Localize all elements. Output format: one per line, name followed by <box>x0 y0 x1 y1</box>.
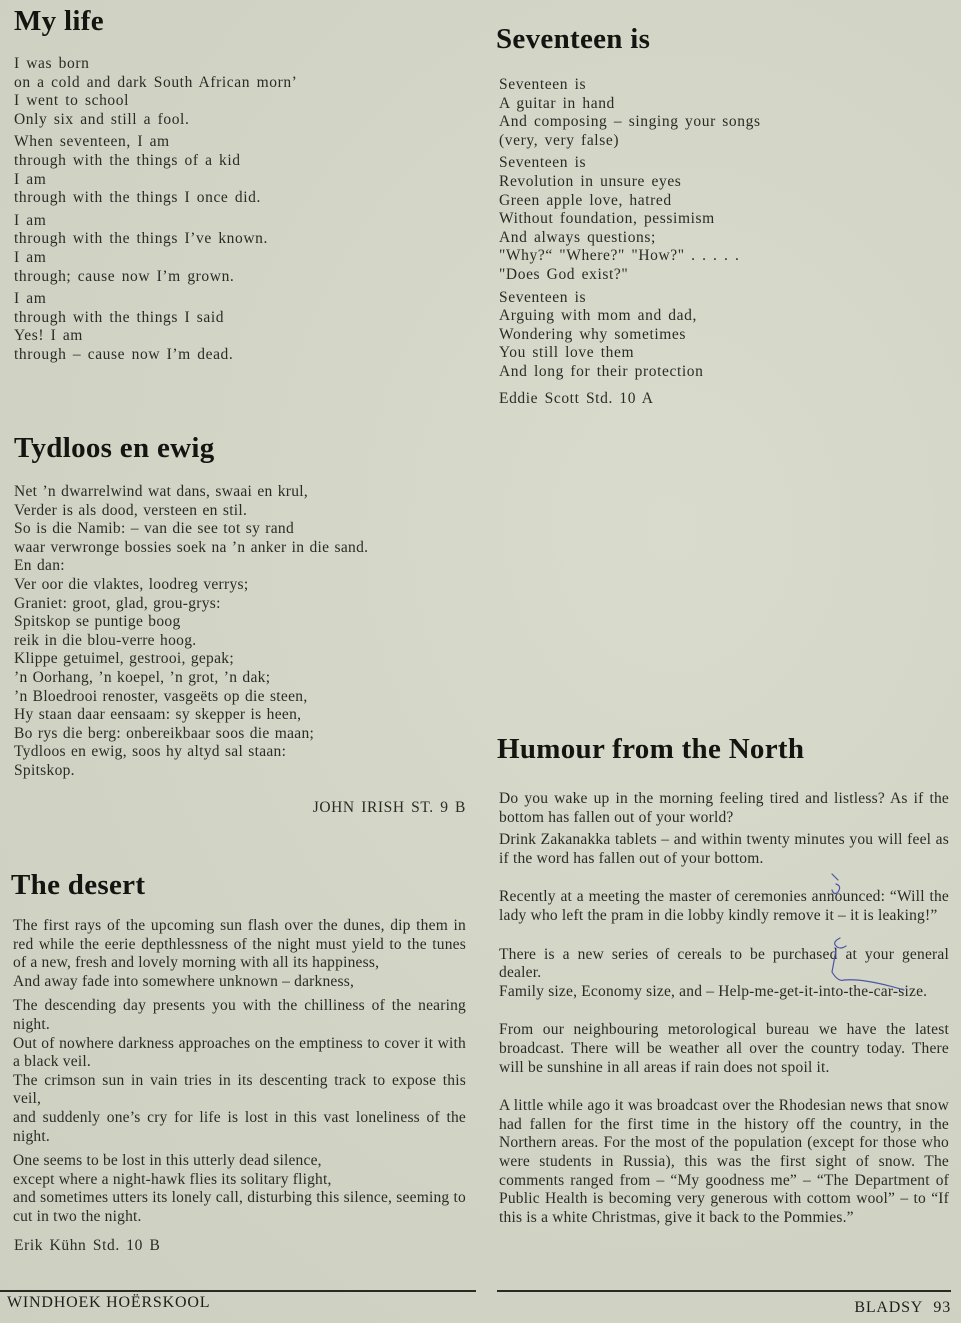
stanza <box>14 133 454 207</box>
poem-line: Tydloos en ewig, soos hy altyd sal staan: <box>14 743 287 761</box>
poem-title: Seventeen is <box>496 23 651 55</box>
poem-line: Verder is als dood, versteen en stil. <box>14 501 248 519</box>
poem-line: And composing – singing your songs <box>499 113 761 131</box>
poem-line: I am <box>14 248 47 266</box>
poem-line: Spitskop. <box>14 761 75 779</box>
poem-line: through – cause now I’m dead. <box>14 345 234 363</box>
text-line: And away fade into somewhere unknown – darkness, <box>13 972 355 990</box>
poem-line: You still love them <box>499 344 635 362</box>
poem-title: My life <box>14 5 104 37</box>
joke-paragraph: From our neighbouring metorological bureau we have the latest broadcast. There will be weather all over the country today. There will be sunshine in all areas if rain does not spoil it. <box>499 1021 949 1076</box>
poem-line: Seventeen is <box>499 76 587 93</box>
paragraph <box>13 917 466 991</box>
poem-line: Only six and still a fool. <box>14 110 190 128</box>
poem-line: Green apple love, hatred <box>499 191 672 209</box>
poem-line: I am <box>14 211 47 229</box>
poem-my-life <box>14 4 454 365</box>
section-title: Humour from the North <box>497 733 805 765</box>
text-line: The first rays of the upcoming sun flash over the dunes, dip them in red while the eerie depthlessness of the night must yield to the tunes of a new, fresh and lovely morning with all its happiness, <box>13 917 466 972</box>
page-number-value: 93 <box>933 1299 951 1316</box>
poem-line: ’n Bloedrooi renoster, vasgeëts op die steen, <box>14 687 308 705</box>
poem-line: I am <box>14 170 47 188</box>
poem-body <box>14 483 469 781</box>
poem-title: Tydloos en ewig <box>14 432 215 464</box>
stanza <box>499 76 936 150</box>
poem-line: And always questions; <box>499 228 656 246</box>
joke-paragraph: A little while ago it was broadcast over the Rhodesian news that snow had fallen for the first time in the history off the country, in the Northern areas. For the most of the population (except for those who were students in Russia), this was the first sight of snow. The comments ranged from – “My goodness me” – “The Department of Public Health is becoming very generous with cottom wool” – to “If this is a white Christmas, give it back to the Pommies.” <box>499 1097 949 1226</box>
joke-paragraph: There is a new series of cereals to be purchased at your general dealer. <box>499 945 949 982</box>
poem-seventeen-is <box>496 22 936 408</box>
poem-author: JOHN IRISH ST. 9 B <box>312 798 466 816</box>
footer-rule-right <box>497 1290 951 1292</box>
text-line: The crimson sun in vain tries in its descenting track to expose this veil, <box>13 1071 466 1108</box>
poem-line: Hy staan daar eensaam: sy skepper is heen, <box>14 706 302 724</box>
poem-line: I went to school <box>14 92 130 110</box>
poem-line: "Why?“ "Where?" "How?" . . . . . <box>499 247 740 265</box>
prose-body <box>11 917 466 1227</box>
humour-from-the-north <box>497 732 949 1227</box>
text-line: and sometimes utters its lonely call, disturbing this silence, seeming to cut in two the night. <box>13 1189 466 1225</box>
poem-line: A guitar in hand <box>499 94 615 112</box>
poem-line: Wondering why sometimes <box>499 325 687 343</box>
stanza <box>499 154 936 284</box>
poem-line: Bo rys die berg: onbereikbaar soos die maan; <box>14 724 315 742</box>
poem-line: So is die Namib: – van die see tot sy rand <box>14 520 295 538</box>
page-label: BLADSY <box>854 1299 923 1316</box>
paragraph <box>13 1152 466 1226</box>
poem-line: Graniet: groot, glad, grou-grys: <box>14 594 221 612</box>
joke-paragraph: Recently at a meeting the master of ceremonies announced: “Will the lady who left the pram in die lobby kindly remove it – it is leaking!” <box>499 888 949 924</box>
poem-line: Klippe getuimel, gestrooi, gepak; <box>14 650 234 668</box>
stanza <box>14 212 454 286</box>
poem-line: through with the things I’ve known. <box>14 230 269 248</box>
joke-paragraph: Do you wake up in the morning feeling tired and listless? As if the bottom has fallen out of your world? <box>499 790 949 826</box>
poem-line: Ver oor die vlaktes, loodreg verrys; <box>14 575 249 593</box>
poem-body <box>499 76 936 382</box>
poem-line: Net ’n dwarrelwind wat dans, swaai en krul, <box>14 483 309 500</box>
stanza <box>14 290 454 364</box>
prose-the-desert <box>11 868 466 1255</box>
page-number <box>854 1299 951 1317</box>
joke-paragraph: Family size, Economy size, and – Help-me-get-it-into-the-car-size. <box>499 982 928 1000</box>
text-line: Out of nowhere darkness approaches on the emptiness to cover it with a black veil. <box>13 1034 466 1071</box>
poem-line: Yes! I am <box>14 327 83 345</box>
text-line: One seems to be lost in this utterly dead silence, <box>13 1152 322 1170</box>
poem-line: And long for their protection <box>499 362 704 380</box>
poem-line: through with the things I once did. <box>14 189 261 207</box>
text-line: The descending day presents you with the chilliness of the nearing night. <box>13 997 466 1033</box>
poem-line: ’n Oorhang, ’n koepel, ’n grot, ’n dak; <box>14 668 271 686</box>
stanza <box>499 289 936 382</box>
poem-line: Arguing with mom and dad, <box>499 307 697 325</box>
footer-rule-left <box>0 1290 476 1292</box>
poem-line: (very, very false) <box>499 131 620 149</box>
poem-tydloos-en-ewig <box>14 431 469 817</box>
poem-line: When seventeen, I am <box>14 133 170 151</box>
prose-author: Erik Kühn Std. 10 B <box>14 1236 161 1254</box>
text-line: and suddenly one’s cry for life is lost in this vast loneliness of the night. <box>13 1108 466 1145</box>
poem-line: I am <box>14 290 47 308</box>
humour-body <box>497 790 949 1227</box>
poem-line: through with the things of a kid <box>14 151 241 169</box>
poem-line: Spitskop se puntige boog <box>14 613 181 631</box>
poem-line: Revolution in unsure eyes <box>499 172 682 190</box>
poem-line: on a cold and dark South African morn’ <box>14 73 298 91</box>
joke-paragraph: Drink Zakanakka tablets – and within twenty minutes you will feel as if the word has fallen out of your bottom. <box>499 831 949 867</box>
poem-line: Seventeen is <box>499 154 587 172</box>
poem-line: waar verwronge bossies soek na ’n anker in die sand. <box>14 538 369 556</box>
poem-line: Without foundation, pessimism <box>499 210 715 228</box>
poem-line: through; cause now I’m grown. <box>14 267 235 285</box>
poem-line: "Does God exist?" <box>499 265 629 283</box>
poem-line: reik in die blou-verre hoog. <box>14 631 197 649</box>
poem-line: En dan: <box>14 557 65 575</box>
school-name: WINDHOEK HOËRSKOOL <box>7 1294 211 1311</box>
text-line: except where a night-hawk flies its solitary flight, <box>13 1170 332 1188</box>
prose-title: The desert <box>11 869 146 901</box>
poem-line: I was born <box>14 55 90 72</box>
poem-line: through with the things I said <box>14 308 225 326</box>
poem-line: Seventeen is <box>499 288 587 306</box>
poem-author: Eddie Scott Std. 10 A <box>499 389 654 407</box>
paragraph <box>13 997 466 1146</box>
stanza <box>14 55 454 129</box>
poem-body <box>14 55 454 365</box>
